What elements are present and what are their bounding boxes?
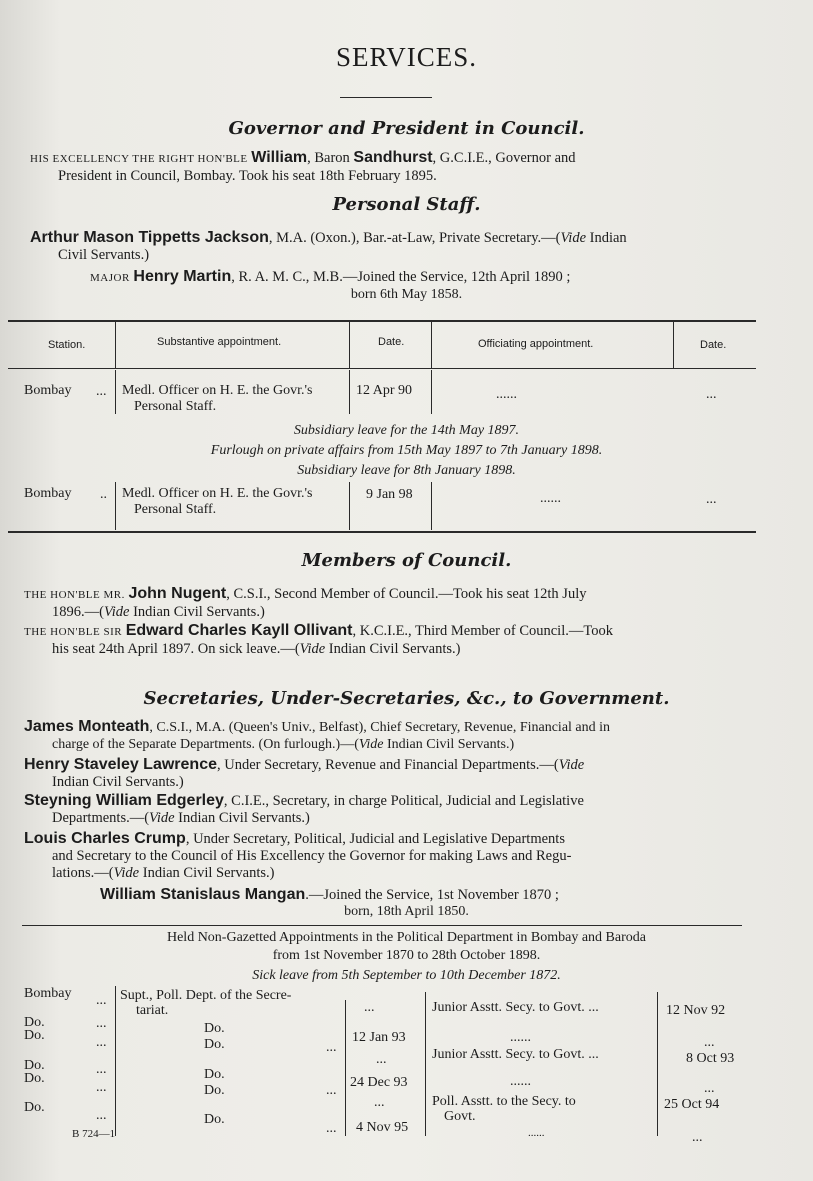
t2-do: Do. xyxy=(204,1021,225,1036)
row1-dots: ... xyxy=(96,384,107,399)
governor-mid: , Baron xyxy=(307,150,350,166)
ollivant-name: Edward Charles Kayll Ollivant xyxy=(125,622,353,639)
crump-line2: and Secretary to the Council of His Excellency the Governor for making Laws and Regu- xyxy=(52,848,572,864)
row2-appointment: Medl. Officer on H. E. the Govr.'s xyxy=(122,486,313,501)
table1-vline xyxy=(673,322,674,368)
t2-off-date: 25 Oct 94 xyxy=(664,1097,720,1112)
row2-dots: .. xyxy=(100,487,107,502)
t2-date: 24 Dec 93 xyxy=(350,1075,408,1090)
t2-off-dots: ...... xyxy=(510,1030,531,1045)
edgerley-name: Steyning William Edgerley xyxy=(24,792,224,809)
ollivant-line2a: his seat 24th April 1897. On sick leave.—( xyxy=(52,641,300,657)
secretaries-heading: Secretaries, Under-Secretaries, &c., to Government. xyxy=(143,688,670,709)
row1-officiating: ...... xyxy=(496,387,517,402)
table1-vline xyxy=(431,482,432,530)
mangan-born: born, 18th April 1850. xyxy=(344,904,469,919)
t2-dots: ... xyxy=(96,1080,107,1095)
t2-end-dots: ... xyxy=(704,1081,715,1096)
nugent-line2b: Indian Civil Servants.) xyxy=(129,604,265,620)
edgerley-rest: , C.I.E., Secretary, in charge Political, Judicial and Legislative xyxy=(223,793,584,809)
t2-off-dots: ...... xyxy=(528,1127,545,1139)
jackson-entry xyxy=(30,229,770,264)
table2-note2: from 1st November 1870 to 28th October 1898. xyxy=(272,948,541,963)
edgerley-vide: Vide xyxy=(149,810,175,826)
table1-vline xyxy=(349,322,350,368)
jackson-line2: Civil Servants.) xyxy=(58,247,150,263)
t2-station: Do. xyxy=(24,1100,45,1115)
note-subsidiary: Subsidiary leave for the 14th May 1897. xyxy=(293,423,520,438)
crump-line3a: lations.—( xyxy=(52,865,114,881)
monteath-line2a: charge of the Separate Departments. (On furlough.)—( xyxy=(52,737,359,752)
ollivant-prefix: THE HON'BLE SIR xyxy=(24,626,123,638)
t2-date: ... xyxy=(364,1000,375,1015)
nugent-rest: , C.S.I., Second Member of Council.—Took his seat 12th July xyxy=(226,586,587,602)
header-substantive: Substantive appointment. xyxy=(157,336,282,348)
t2-dots: ... xyxy=(96,1062,107,1077)
row2-date: 9 Jan 98 xyxy=(366,487,413,502)
t2-station: Bombay xyxy=(24,986,72,1001)
row1-date2: ... xyxy=(706,387,717,402)
nugent-line2a: 1896.—( xyxy=(52,604,104,620)
mangan-rest: .—Joined the Service, 1st November 1870 ; xyxy=(305,887,559,903)
martin-prefix: MAJOR xyxy=(90,272,130,284)
t2-officiating: Junior Asstt. Secy. to Govt. ... xyxy=(432,1047,599,1062)
nugent-name: John Nugent xyxy=(128,585,227,602)
martin-born: born 6th May 1858. xyxy=(350,287,463,302)
edgerley-line2b: Indian Civil Servants.) xyxy=(174,810,310,826)
personal-staff-heading: Personal Staff. xyxy=(332,194,481,215)
table1-vline xyxy=(115,482,116,530)
row2-date2: ... xyxy=(706,492,717,507)
table1-vline xyxy=(115,322,116,368)
t2-do: Do. xyxy=(204,1067,225,1082)
nugent-vide: Vide xyxy=(103,604,130,620)
martin-name: Henry Martin xyxy=(133,268,232,285)
edgerley-line2a: Departments.—( xyxy=(52,810,150,826)
nugent-prefix: THE HON'BLE MR. xyxy=(24,589,125,601)
table2-note1: Held Non-Gazetted Appointments in the Political Department in Bombay and Baroda xyxy=(166,930,646,945)
governor-entry xyxy=(30,149,770,185)
monteath-line2b: Indian Civil Servants.) xyxy=(383,737,515,752)
t2-station: Do. xyxy=(24,1015,45,1030)
t2-off-date: 12 Nov 92 xyxy=(666,1003,726,1018)
jackson-rest2: Indian xyxy=(586,230,627,246)
ollivant-rest: , K.C.I.E., Third Member of Council.—Took xyxy=(352,623,613,639)
ollivant-vide: Vide xyxy=(299,641,326,657)
council-heading: Members of Council. xyxy=(301,550,512,571)
table2-top-rule xyxy=(22,925,742,926)
t2-officiating-2: Govt. xyxy=(444,1109,476,1124)
table1-bottom-rule xyxy=(8,531,756,533)
table1-top-rule xyxy=(8,320,756,322)
row2-appointment-2: Personal Staff. xyxy=(134,502,217,517)
t2-date: ... xyxy=(374,1095,385,1110)
note-subsidiary2: Subsidiary leave for 8th January 1898. xyxy=(297,463,516,478)
t2-off-date: 8 Oct 93 xyxy=(686,1051,735,1066)
t2-dots: ... xyxy=(96,1016,107,1031)
martin-entry xyxy=(90,268,780,287)
t2-substantive: Supt., Poll. Dept. of the Secre- xyxy=(120,988,292,1003)
monteath-rest: , C.S.I., M.A. (Queen's Univ., Belfast), Chief Secretary, Revenue, Financial and in xyxy=(149,720,611,735)
table2-note3: Sick leave from 5th September to 10th December 1872. xyxy=(252,968,561,983)
header-date2: Date. xyxy=(700,339,727,351)
monteath-vide: Vide xyxy=(358,737,384,752)
t2-do: Do. xyxy=(204,1083,225,1098)
t2-officiating: Junior Asstt. Secy. to Govt. ... xyxy=(432,1000,599,1015)
row1-appointment: Medl. Officer on H. E. the Govr.'s xyxy=(122,383,313,398)
t2-end-dots: ... xyxy=(704,1035,715,1050)
note-furlough: Furlough on private affairs from 15th May 1897 to 7th January 1898. xyxy=(210,443,603,458)
lawrence-name: Henry Staveley Lawrence xyxy=(24,756,217,773)
governor-prefix: HIS EXCELLENCY THE RIGHT HON'BLE xyxy=(30,153,248,165)
crump-name: Louis Charles Crump xyxy=(24,830,186,847)
table1-header-rule xyxy=(8,368,756,369)
governor-rest: , G.C.I.E., Governor and xyxy=(432,150,576,166)
jackson-name: Arthur Mason Tippetts Jackson xyxy=(30,229,269,246)
ollivant-entry xyxy=(24,622,784,658)
edgerley-entry xyxy=(24,792,784,827)
table2-vline xyxy=(345,1000,346,1136)
table2-vline xyxy=(425,992,426,1136)
governor-name: William xyxy=(251,149,308,166)
t2-substantive-2: tariat. xyxy=(136,1003,169,1018)
header-station: Station. xyxy=(48,339,86,351)
governor-heading: Governor and President in Council. xyxy=(228,118,585,139)
lawrence-rest: , Under Secretary, Revenue and Financial Departments.—( xyxy=(217,757,559,773)
martin-rest: , R. A. M. C., M.B.—Joined the Service, 12th April 1890 ; xyxy=(231,269,571,285)
crump-line3b: Indian Civil Servants.) xyxy=(139,865,275,881)
table1-vline xyxy=(431,370,432,414)
table1-vline xyxy=(349,482,350,530)
jackson-vide: Vide xyxy=(560,230,587,246)
ollivant-line2b: Indian Civil Servants.) xyxy=(325,641,461,657)
t2-dots: ... xyxy=(96,993,107,1008)
row1-appointment-2: Personal Staff. xyxy=(134,399,217,414)
t2-date: 12 Jan 93 xyxy=(352,1030,406,1045)
lawrence-entry xyxy=(24,756,784,791)
lawrence-line2: Indian Civil Servants.) xyxy=(52,774,184,790)
crump-entry xyxy=(24,830,784,882)
jackson-rest: , M.A. (Oxon.), Bar.-at-Law, Private Secretary.—( xyxy=(268,230,561,246)
governor-name2: Sandhurst xyxy=(353,149,433,166)
t2-officiating: Poll. Asstt. to the Secy. to xyxy=(432,1094,576,1109)
row1-date: 12 Apr 90 xyxy=(356,383,412,398)
t2-station: Do. xyxy=(24,1028,45,1043)
t2-dots: ... xyxy=(96,1035,107,1050)
monteath-name: James Monteath xyxy=(24,718,150,735)
nugent-entry xyxy=(24,585,774,621)
page-title: SERVICES. xyxy=(335,42,478,72)
t2-mid-dots: ... xyxy=(326,1040,337,1055)
t2-end-dots: ... xyxy=(692,1130,703,1145)
row1-station: Bombay xyxy=(24,383,72,398)
table2-vline xyxy=(115,986,116,1136)
t2-date: 4 Nov 95 xyxy=(356,1120,409,1135)
crump-vide: Vide xyxy=(113,865,140,881)
header-date: Date. xyxy=(378,336,405,348)
row2-station: Bombay xyxy=(24,486,72,501)
table1-vline xyxy=(115,370,116,414)
lawrence-vide: Vide xyxy=(558,757,585,773)
page-number: B 724—1 xyxy=(72,1128,116,1140)
t2-off-dots: ...... xyxy=(510,1074,531,1089)
t2-do: Do. xyxy=(204,1112,225,1127)
crump-rest: , Under Secretary, Political, Judicial and Legislative Departments xyxy=(185,831,565,847)
header-officiating: Officiating appointment. xyxy=(478,338,594,350)
mangan-entry xyxy=(100,886,780,904)
governor-line2: President in Council, Bombay. Took his seat 18th February 1895. xyxy=(58,168,437,184)
row2-officiating: ...... xyxy=(540,491,561,506)
monteath-entry xyxy=(24,718,784,753)
t2-mid-dots: ... xyxy=(326,1121,337,1136)
divider xyxy=(340,97,432,98)
table1-vline xyxy=(431,322,432,368)
t2-date: ... xyxy=(376,1052,387,1067)
table1-vline xyxy=(349,370,350,414)
mangan-name: William Stanislaus Mangan xyxy=(100,886,306,903)
t2-station: Do. xyxy=(24,1071,45,1086)
t2-dots: ... xyxy=(96,1108,107,1123)
t2-mid-dots: ... xyxy=(326,1083,337,1098)
table2-vline xyxy=(657,992,658,1136)
t2-station: Do. xyxy=(24,1058,45,1073)
t2-do: Do. xyxy=(204,1037,225,1052)
